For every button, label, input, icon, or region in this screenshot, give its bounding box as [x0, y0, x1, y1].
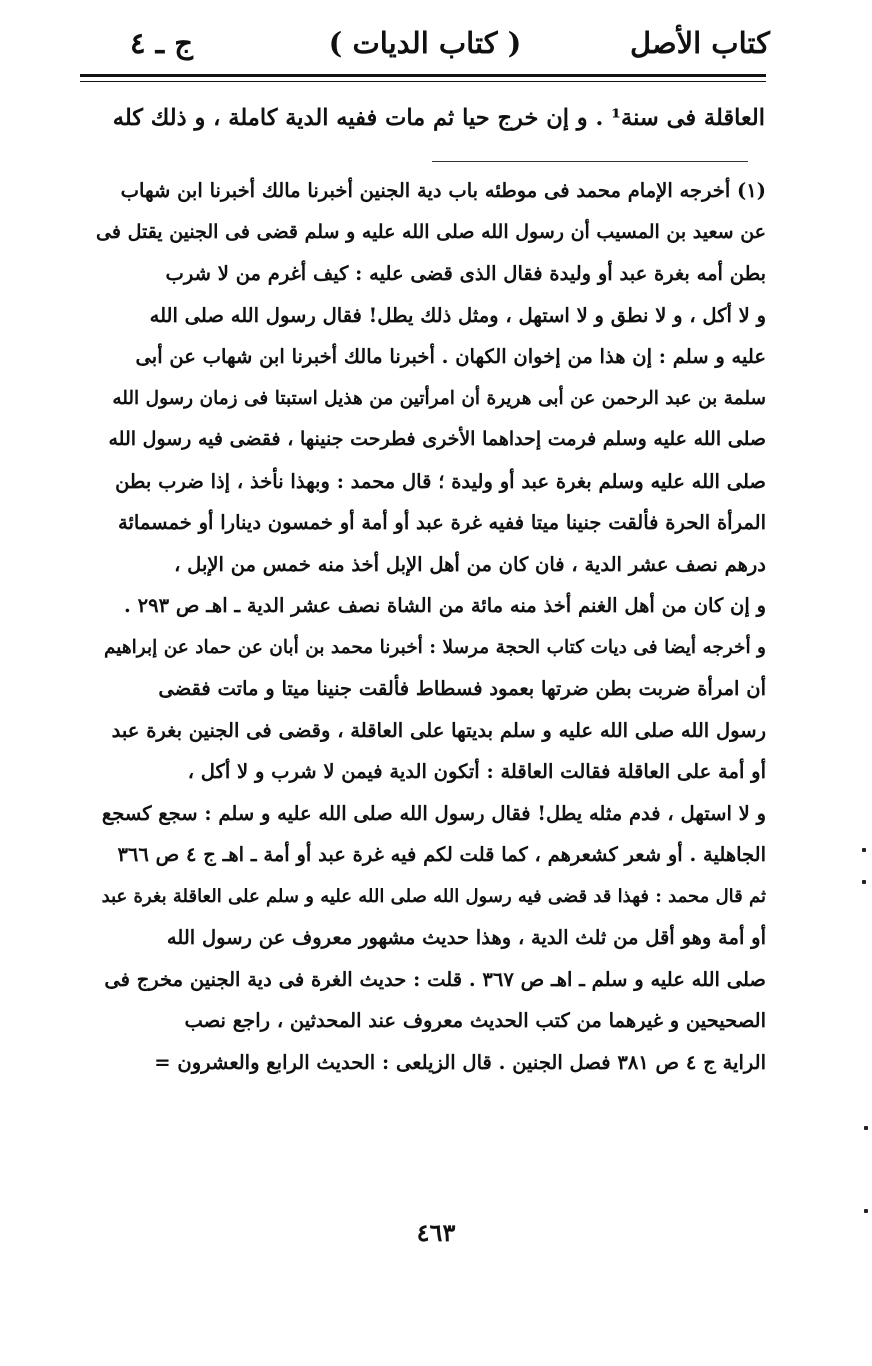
footnote-line: صلى الله عليه وسلم فرمت إحداهما الأخرى فطرحت جنينها ، فقضى فيه رسول الله: [108, 428, 766, 450]
footnote-line: الصحيحين و غيرهما من كتب الحديث معروف عند المحدثين ، راجع نصب: [184, 1009, 766, 1032]
volume-label: ج ـ ٤: [130, 26, 193, 60]
scan-speck: [862, 880, 866, 884]
footnote-line: أن امرأة ضربت بطن ضرتها بعمود فسطاط فألقت جنينا ميتا و ماتت فقضى: [158, 677, 766, 700]
footnote-block: [96, 170, 766, 1083]
footnote-line: الجاهلية . أو شعر كشعرهم ، كما قلت لكم فيه غرة عبد أو أمة ـ اهـ ج ٤ ص ٣٦٦: [117, 843, 766, 866]
footnote-line: درهم نصف عشر الدية ، فان كان من أهل الإبل أخذ منه خمس من الإبل ،: [174, 552, 766, 576]
footnote-line: عليه و سلم : إن هذا من إخوان الكهان . أخبرنا مالك أخبرنا ابن شهاب عن أبى: [135, 345, 766, 368]
footnote-line: (١) أخرجه الإمام محمد فى موطئه باب دية الجنين أخبرنا مالك أخبرنا ابن شهاب: [120, 179, 766, 202]
footnote-line: صلى الله عليه وسلم بغرة عبد أو وليدة ؛ قال محمد : وبهذا نأخذ ، إذا ضرب بطن: [115, 469, 766, 493]
footnote-line: و لا استهل ، فدم مثله يطل! فقال رسول الله صلى الله عليه و سلم : سجع كسجع: [101, 801, 766, 825]
section-title: ( كتاب الديات ): [328, 26, 522, 60]
footnote-line: الراية ج ٤ ص ٣٨١ فصل الجنين . قال الزيلعى : الحديث الرابع والعشرون =: [154, 1050, 766, 1074]
footnote-line: أو أمة وهو أقل من ثلث الدية ، وهذا حديث مشهور معروف عن رسول الله: [166, 926, 766, 949]
header-rule-thick: [80, 74, 766, 77]
footnote-line: و إن كان من أهل الغنم أخذ منه مائة من الشاة نصف عشر الدية ـ اهـ ص ٢٩٣ .: [124, 594, 766, 617]
footnote-line: رسول الله صلى الله عليه و سلم بديتها على العاقلة ، وقضى فى الجنين بغرة عبد: [111, 718, 766, 742]
running-header: [80, 26, 770, 72]
scan-speck: [864, 1126, 868, 1130]
footnote-line: و أخرجه أيضا فى ديات كتاب الحجة مرسلا : أخبرنا محمد بن أبان عن حماد عن إبراهيم: [104, 636, 766, 658]
scan-speck: [862, 848, 866, 852]
footnote-line: بطن أمه بغرة عبد أو وليدة فقال الذى قضى عليه : كيف أغرم من لا شرب: [165, 262, 766, 285]
book-title: كتاب الأصل: [630, 26, 770, 60]
footnote-line: المرأة الحرة فألقت جنينا ميتا ففيه غرة عبد أو أمة أو خمسون دينارا أو خمسمائة: [118, 511, 766, 534]
footnote-line: عن سعيد بن المسيب أن رسول الله صلى الله عليه و سلم قضى فى الجنين يقتل فى: [96, 220, 766, 243]
page-number: ٤٦٣: [416, 1218, 456, 1247]
scan-speck: [864, 1209, 868, 1213]
main-text: العاقلة فى سنة¹ . و إن خرج حيا ثم مات ففيه الدية كاملة ، و ذلك كله: [112, 105, 765, 131]
footnote-line: أو أمة على العاقلة فقالت العاقلة : أتكون الدية فيمن لا شرب و لا أكل ،: [187, 760, 766, 783]
footnote-separator: [432, 161, 748, 162]
footnote-line: ثم قال محمد : فهذا قد قضى فيه رسول الله صلى الله عليه و سلم على العاقلة بغرة عبد: [101, 885, 766, 907]
footnote-line: صلى الله عليه و سلم ـ اهـ ص ٣٦٧ . قلت : حديث الغرة فى دية الجنين مخرج فى: [104, 967, 766, 991]
header-rule-thin: [80, 81, 766, 82]
footnote-line: سلمة بن عبد الرحمن عن أبى هريرة أن امرأتين من هذيل استبتا فى زمان رسول الله: [112, 387, 766, 409]
footnote-line: و لا أكل ، و لا نطق و لا استهل ، ومثل ذلك يطل! فقال رسول الله صلى الله: [149, 303, 766, 327]
